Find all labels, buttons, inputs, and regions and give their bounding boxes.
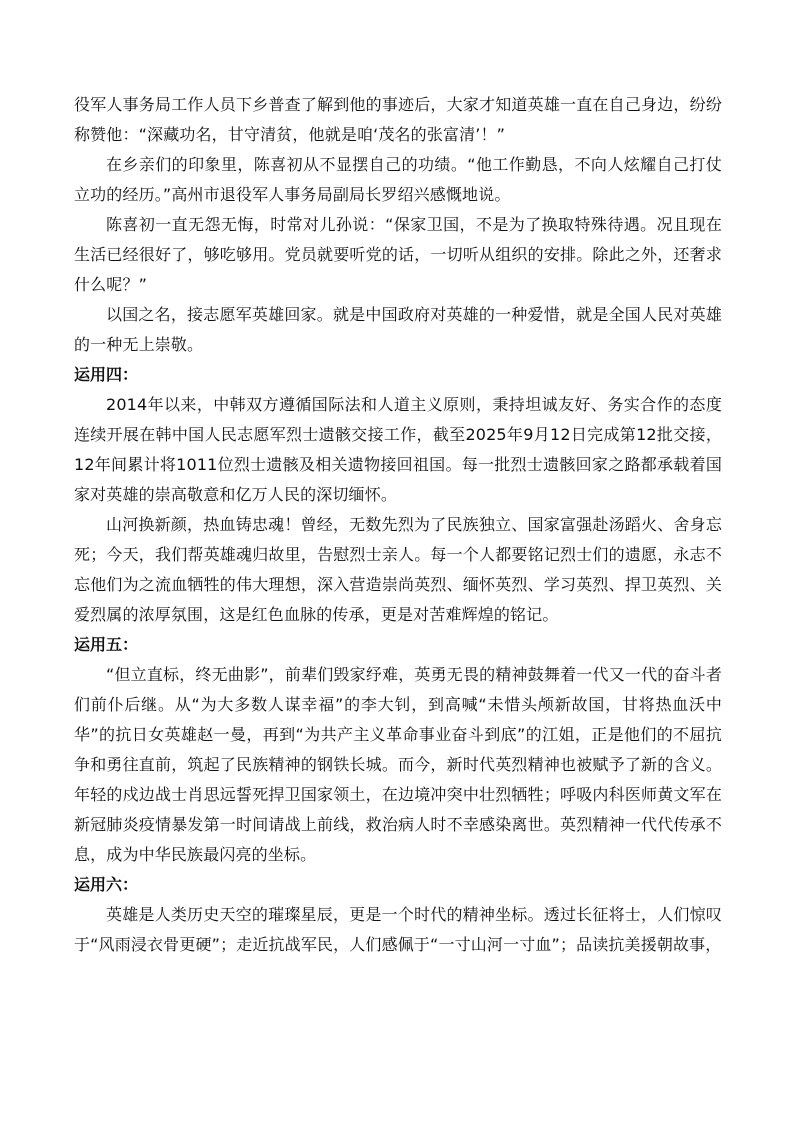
paragraph: 2014年以来，中韩双方遵循国际法和人道主义原则，秉持坦诚友好、务实合作的态度连续开展在韩中国人民志愿军烈士遗骸交接工作，截至2025年9月12日完成第12批交接，12年间累计将1011位烈士遗骸及相关遗物接回祖国。每一批烈士遗骸回家之路都承载着国家对英雄的崇高敬意和亿万人民的深切缅怀。: [74, 395, 722, 504]
document-page: [74, 90, 722, 960]
paragraph: 役军人事务局工作人员下乡普查了解到他的事迹后，大家才知道英雄一直在自己身边，纷纷称赞他：“深藏功名，甘守清贫，他就是咱‘茂名的张富清’！”: [74, 95, 722, 144]
paragraph: 在乡亲们的印象里，陈喜初从不显摆自己的功绩。“他工作勤恳，不向人炫耀自己打仗立功的经历。”高州市退役军人事务局副局长罗绍兴感慨地说。: [74, 155, 722, 204]
section-heading: 运用四：: [74, 365, 139, 384]
paragraph: 以国之名，接志愿军英雄回家。就是中国政府对英雄的一种爱惜，就是全国人民对英雄的一种无上崇敬。: [74, 305, 722, 354]
paragraph: 山河换新颜，热血铸忠魂！曾经，无数先烈为了民族独立、国家富强赴汤蹈火、舍身忘死；今天，我们帮英雄魂归故里，告慰烈士亲人。每一个人都要铭记烈士们的遗愿，永志不忘他们为之流血牺牲的伟大理想，深入营造崇尚英烈、缅怀英烈、学习英烈、捍卫英烈、关爱烈属的浓厚氛围，这是红色血脉的传承，更是对苦难辉煌的铭记。: [74, 515, 722, 624]
paragraph: “但立直标，终无曲影”，前辈们毁家纾难，英勇无畏的精神鼓舞着一代又一代的奋斗者们前仆后继。从“为大多数人谋幸福”的李大钊，到高喊“未惜头颅新故国，甘将热血沃中华”的抗日女英雄赵一曼，再到“为共产主义革命事业奋斗到底”的江姐，正是他们的不屈抗争和勇往直前，筑起了民族精神的钢铁长城。而今，新时代英烈精神也被赋予了新的含义。年轻的戍边战士肖思远誓死捍卫国家领土，在边境冲突中壮烈牺牲；呼吸内科医师黄文军在新冠肺炎疫情暴发第一时间请战上前线，救治病人时不幸感染离世。英烈精神一代代传承不息，成为中华民族最闪亮的坐标。: [74, 665, 722, 864]
section-heading: 运用五：: [74, 635, 139, 654]
paragraph: 陈喜初一直无怨无悔，时常对儿孙说：“保家卫国，不是为了换取特殊待遇。况且现在生活已经很好了，够吃够用。党员就要听党的话，一切听从组织的安排。除此之外，还奢求什么呢？”: [74, 215, 722, 294]
section-heading: 运用六：: [74, 875, 139, 894]
paragraph: 英雄是人类历史天空的璀璨星辰，更是一个时代的精神坐标。透过长征将士，人们惊叹于“风雨浸衣骨更硬”；走近抗战军民，人们感佩于“一寸山河一寸血”；品读抗美援朝故事，: [74, 905, 722, 954]
